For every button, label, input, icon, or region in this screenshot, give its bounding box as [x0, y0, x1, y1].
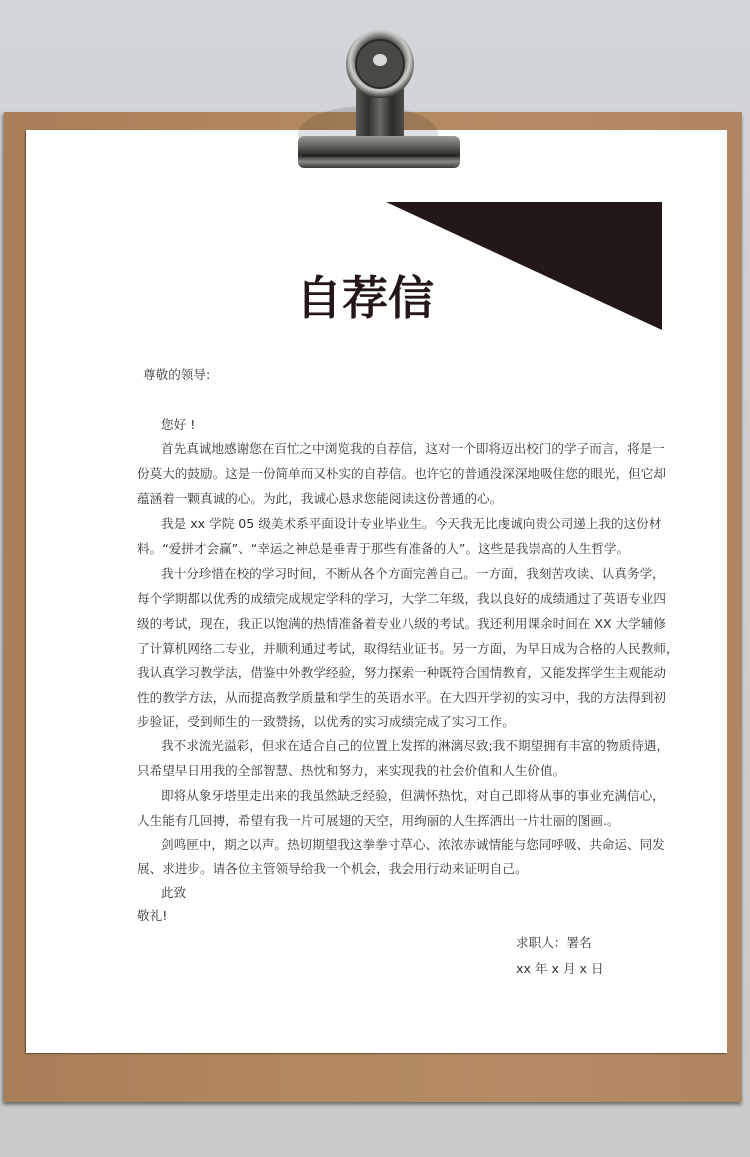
paragraph-line: 级的考试，现在，我正以饱满的热情准备着专业八级的考试。我还利用课余时间在 XX 大学辅修 — [137, 616, 667, 631]
binder-clip-icon — [296, 24, 462, 170]
paragraph-line: 即将从象牙塔里走出来的我虽然缺乏经验，但满怀热忱，对自己即将从事的事业充满信心， — [161, 788, 665, 803]
paragraph-line: 只希望早日用我的全部智慧、热忱和努力，来实现我的社会价值和人生价值。 — [137, 763, 566, 778]
paragraph-line: 性的教学方法，从而提高教学质量和学生的英语水平。在大四开学初的实习中，我的方法得到初 — [137, 690, 666, 705]
paragraph-line: 剑鸣匣中，期之以声。热切期望我这拳拳寸草心、浓浓赤诚情能与您同呼吸、共命运、同发 — [161, 837, 665, 852]
signature: 求职人：署名 — [516, 935, 592, 950]
paragraph-line: 蕴涵着一颗真诚的心。为此，我诚心恳求您能阅读这份普通的心。 — [137, 491, 503, 506]
paragraph-line: 每个学期都以优秀的成绩完成规定学科的学习，大学二年级，我以良好的成绩通过了英语专业四 — [137, 591, 666, 606]
closing: 此致 — [161, 885, 187, 900]
page-title: 自荐信 — [296, 271, 434, 325]
paragraph-line: 我认真学习教学法，借鉴中外教学经验，努力探索一种既符合国情教育，又能发挥学生主观能动 — [137, 665, 666, 680]
date: xx 年 x 月 x 日 — [516, 961, 604, 976]
paragraph-line: 料。“爱拼才会赢”、“幸运之神总是垂青于那些有准备的人”。这些是我崇高的人生哲学。 — [137, 541, 630, 556]
paragraph-line: 步验证，受到师生的一致赞扬，以优秀的实习成绩完成了实习工作。 — [137, 714, 515, 729]
regards: 敬礼! — [137, 908, 168, 923]
greeting: 您好 ! — [161, 417, 196, 432]
paragraph-line: 展、求进步。请各位主管领导给我一个机会，我会用行动来证明自己。 — [137, 861, 528, 876]
paragraph-line: 我是 xx 学院 05 级美术系平面设计专业毕业生。今天我无比虔诚向贵公司递上我的这份材 — [161, 516, 662, 531]
salutation: 尊敬的领导: — [143, 367, 211, 382]
paragraph-line: 人生能有几回搏，希望有我一片可展翅的天空，用绚丽的人生挥洒出一片壮丽的图画.。 — [137, 813, 620, 828]
paragraph-line: 份莫大的鼓励。这是一份简单而又朴实的自荐信。也许它的普通没深深地吸住您的眼光，但它却 — [137, 466, 666, 481]
paragraph-line: 我十分珍惜在校的学习时间，不断从各个方面完善自己。一方面，我刻苦攻读、认真务学， — [161, 566, 665, 581]
paragraph-line: 我不求流光溢彩，但求在适合自己的位置上发挥的淋漓尽致;我不期望拥有丰富的物质待遇， — [161, 738, 669, 753]
paragraph-line: 首先真诚地感谢您在百忙之中浏览我的自荐信，这对一个即将迈出校门的学子而言，将是一 — [161, 441, 665, 456]
paragraph-line: 了计算机网络二专业，并顺利通过考试，取得结业证书。另一方面，为早日成为合格的人民教师， — [137, 641, 679, 656]
